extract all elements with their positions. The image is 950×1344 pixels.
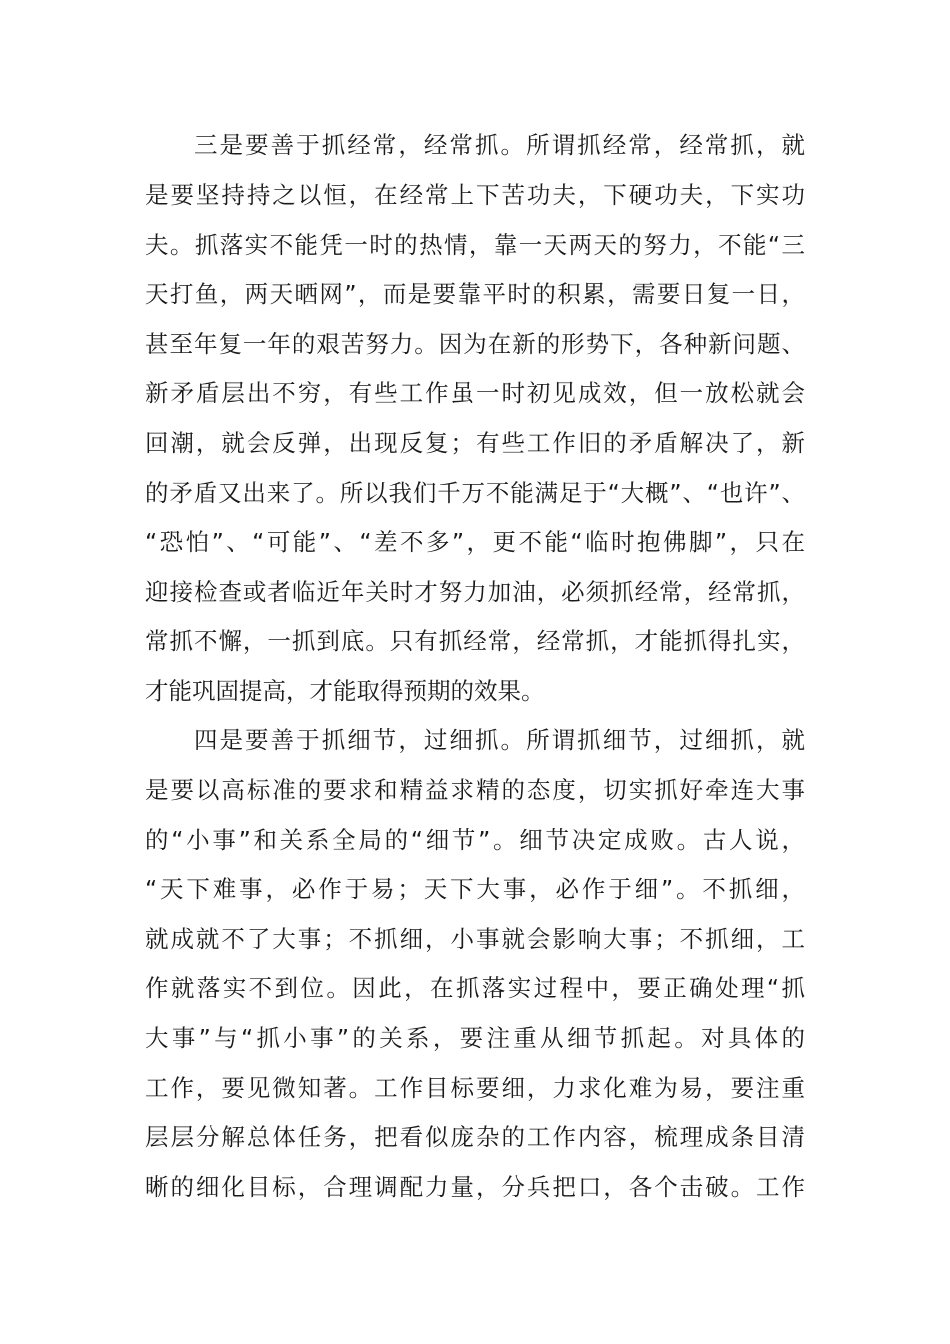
- paragraph-1-line: 常抓不懈，一抓到底。只有抓经常，经常抓，才能抓得扎实，: [145, 627, 805, 655]
- paragraph-1-line: 是要坚持持之以恒，在经常上下苦功夫，下硬功夫，下实功: [145, 181, 805, 209]
- paragraph-2-line: “天下难事，必作于易；天下大事，必作于细”。不抓细，: [145, 875, 805, 903]
- paragraph-1-line: 三是要善于抓经常，经常抓。所谓抓经常，经常抓，就: [194, 131, 805, 159]
- paragraph-1-line: 迎接检查或者临近年关时才努力加油，必须抓经常，经常抓，: [145, 578, 805, 606]
- paragraph-1-line: 天打鱼，两天晒网”，而是要靠平时的积累，需要日复一日，: [145, 280, 805, 308]
- paragraph-2-line: 层层分解总体任务，把看似庞杂的工作内容，梳理成条目清: [145, 1123, 805, 1151]
- paragraph-1-line: 夫。抓落实不能凭一时的热情，靠一天两天的努力，不能“三: [145, 231, 805, 259]
- paragraph-1-line: “恐怕”、“可能”、“差不多”，更不能“临时抱佛脚”，只在: [145, 528, 805, 556]
- paragraph-2-line: 就成就不了大事；不抓细，小事就会影响大事；不抓细，工: [145, 925, 805, 953]
- paragraph-1-line: 甚至年复一年的艰苦努力。因为在新的形势下，各种新问题、: [145, 330, 805, 358]
- paragraph-2-line: 作就落实不到位。因此，在抓落实过程中，要正确处理“抓: [145, 974, 805, 1002]
- paragraph-2-line: 晰的细化目标，合理调配力量，分兵把口，各个击破。工作: [145, 1173, 805, 1201]
- paragraph-1-line: 新矛盾层出不穷，有些工作虽一时初见成效，但一放松就会: [145, 379, 805, 407]
- paragraph-1-line: 才能巩固提高，才能取得预期的效果。: [145, 677, 545, 705]
- paragraph-1-line: 的矛盾又出来了。所以我们千万不能满足于“大概”、“也许”、: [145, 479, 805, 507]
- paragraph-2-line: 四是要善于抓细节，过细抓。所谓抓细节，过细抓，就: [194, 726, 805, 754]
- paragraph-2-line: 是要以高标准的要求和精益求精的态度，切实抓好牵连大事: [145, 776, 805, 804]
- paragraph-1-line: 回潮，就会反弹，出现反复；有些工作旧的矛盾解决了，新: [145, 429, 805, 457]
- paragraph-2-line: 工作，要见微知著。工作目标要细，力求化难为易，要注重: [145, 1074, 805, 1102]
- paragraph-2-line: 大事”与“抓小事”的关系，要注重从细节抓起。对具体的: [145, 1024, 805, 1052]
- paragraph-2-line: 的“小事”和关系全局的“细节”。细节决定成败。古人说，: [145, 826, 805, 854]
